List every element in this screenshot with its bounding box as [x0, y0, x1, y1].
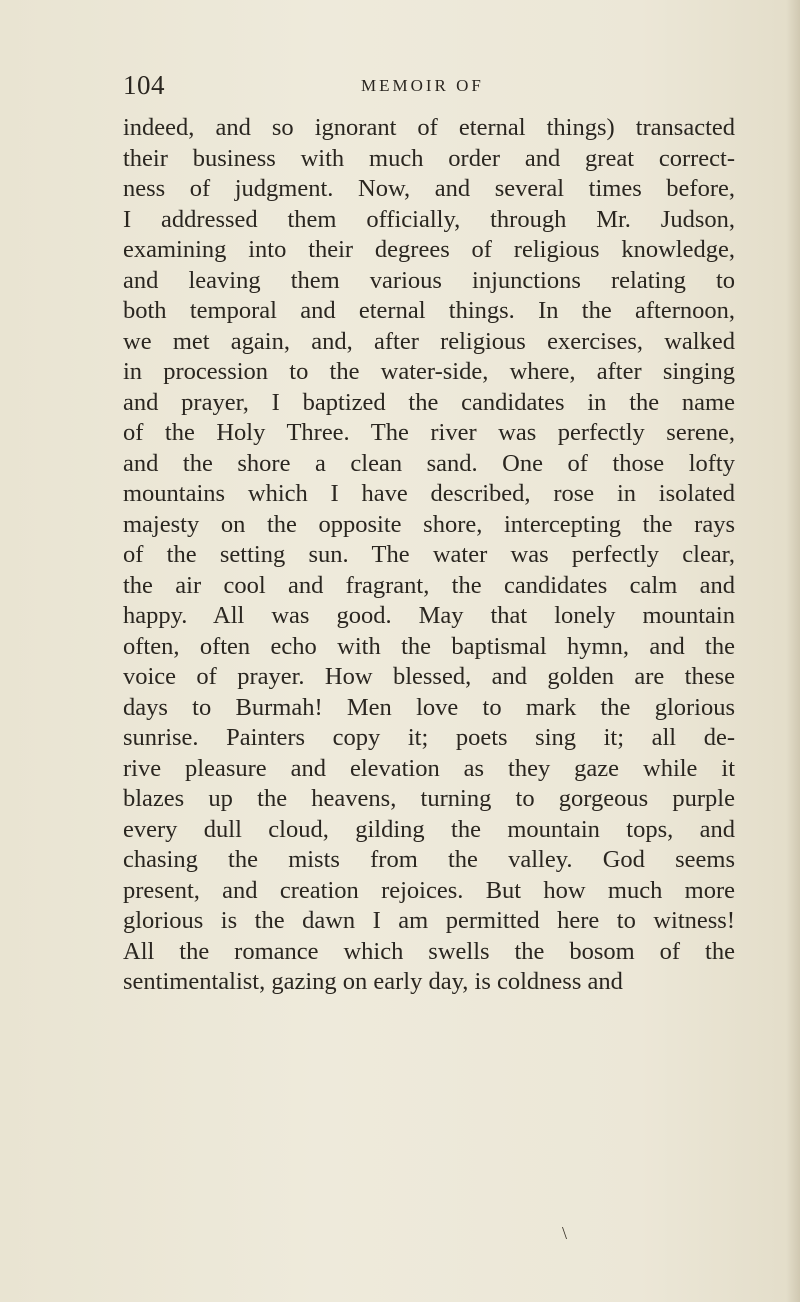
text-line: blazes up the heavens, turning to gorgeous purple — [123, 785, 735, 812]
text-line: and prayer, I baptized the candidates in the name — [123, 388, 735, 416]
text-line: indeed, and so ignorant of eternal things) transacted — [123, 114, 735, 141]
page-edge-shadow — [786, 0, 800, 1302]
stray-mark: \ — [562, 1223, 568, 1243]
text-line: I addressed them officially, through Mr. Judson, — [123, 205, 735, 233]
text-line: rive pleasure and elevation as they gaze while it — [123, 754, 735, 782]
text-line: sentimentalist, gazing on early day, is coldness and — [123, 968, 623, 995]
text-line: days to Burmah! Men love to mark the glorious — [123, 693, 735, 721]
text-line: voice of prayer. How blessed, and golden are these — [123, 663, 735, 690]
text-line: present, and creation rejoices. But how much more — [123, 876, 735, 904]
text-line: every dull cloud, gilding the mountain tops, and — [123, 815, 735, 843]
text-line: and leaving them various injunctions relating to — [123, 266, 735, 294]
running-head: MEMOIR OF — [361, 76, 484, 95]
page-number: 104 — [123, 70, 165, 100]
text-line: we met again, and, after religious exercises, walked — [123, 327, 735, 355]
text-line: glorious is the dawn I am permitted here to witness! — [123, 907, 735, 934]
text-line: examining into their degrees of religious knowledge, — [123, 236, 735, 263]
text-line: both temporal and eternal things. In the afternoon, — [123, 297, 735, 324]
text-line: often, often echo with the baptismal hymn, and the — [123, 632, 735, 660]
text-line: of the Holy Three. The river was perfectly serene, — [123, 419, 735, 446]
text-line: chasing the mists from the valley. God seems — [123, 846, 735, 873]
text-line: happy. All was good. May that lonely mountain — [123, 602, 735, 629]
text-line: mountains which I have described, rose in isolated — [123, 480, 735, 507]
text-line: All the romance which swells the bosom of the — [123, 937, 735, 965]
body-text — [123, 113, 735, 998]
page-header — [123, 70, 723, 104]
text-line: their business with much order and great correct- — [123, 144, 735, 172]
text-line: ness of judgment. Now, and several times before, — [123, 175, 735, 202]
text-line: sunrise. Painters copy it; poets sing it; all de- — [123, 724, 735, 751]
text-line: and the shore a clean sand. One of those lofty — [123, 449, 735, 477]
text-line: the air cool and fragrant, the candidates calm and — [123, 571, 735, 599]
text-line: of the setting sun. The water was perfectly clear, — [123, 541, 735, 568]
text-line: majesty on the opposite shore, intercepting the rays — [123, 510, 735, 538]
text-line: in procession to the water-side, where, after singing — [123, 358, 735, 385]
